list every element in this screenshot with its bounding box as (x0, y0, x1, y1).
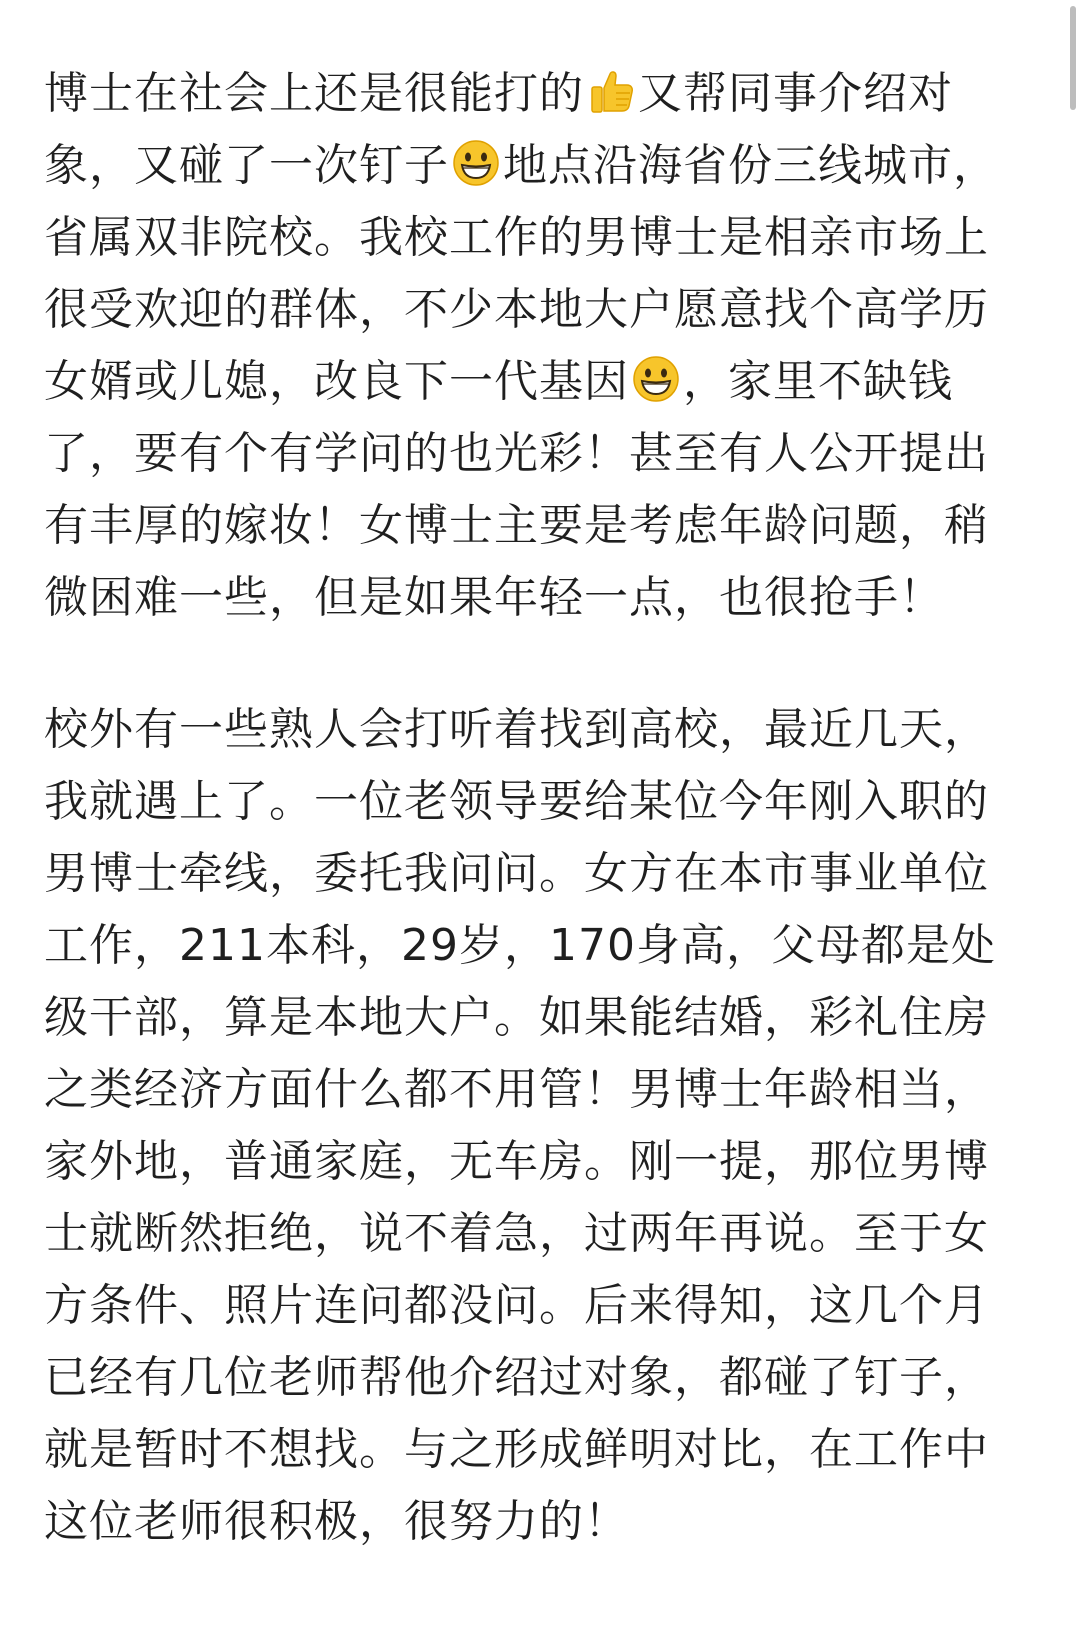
paragraph-2-text-1: 校外有一些熟人会打听着找到高校，最近几天，我就遇上了。一位老领导要给某位今年刚入职的男博士牵线，委托我问问。女方在本市事业单位工作，211本科，29岁，170身高，父母都是处级干部，算是本地大户。如果能结婚，彩礼住房之类经济方面什么都不用管！男博士年龄相当，家外地，普通家庭，无车房。刚一提，那位男博士就断然拒绝，说不着急，过两年再说。至于女方条件、照片连问都没问。后来得知，这几个月已经有几位老师帮他介绍过对象，都碰了钉子，就是暂时不想找。与之形成鲜明对比，在工作中这位老师很积极，很努力的！ (44, 704, 996, 1547)
paragraph-1-text-4: ，家里不缺钱了，要有个有学问的也光彩！甚至有人公开提出有丰厚的嫁妆！女博士主要是考虑年龄问题，稍微困难一些，但是如果年轻一点，也很抢手！ (44, 356, 989, 623)
post-paragraph-2 (44, 694, 1004, 1558)
scrollbar[interactable] (1066, 0, 1080, 1637)
post-paragraph-1 (44, 58, 1004, 634)
grinning-face-icon (631, 354, 681, 404)
grinning-face-icon (451, 138, 501, 188)
paragraph-1-text-2: 又帮同事介绍对象，又碰了一次钉子 (44, 68, 953, 191)
paragraph-1-text-1: 博士在社会上还是很能打的 (44, 68, 584, 119)
scrollbar-thumb[interactable] (1070, 6, 1076, 110)
post-body (44, 58, 1004, 1558)
paragraph-1-text-3: 地点沿海省份三线城市，省属双非院校。我校工作的男博士是相亲市场上很受欢迎的群体，不少本地大户愿意找个高学历女婿或儿媳，改良下一代基因 (44, 140, 998, 407)
thumbs-up-icon (586, 66, 636, 116)
